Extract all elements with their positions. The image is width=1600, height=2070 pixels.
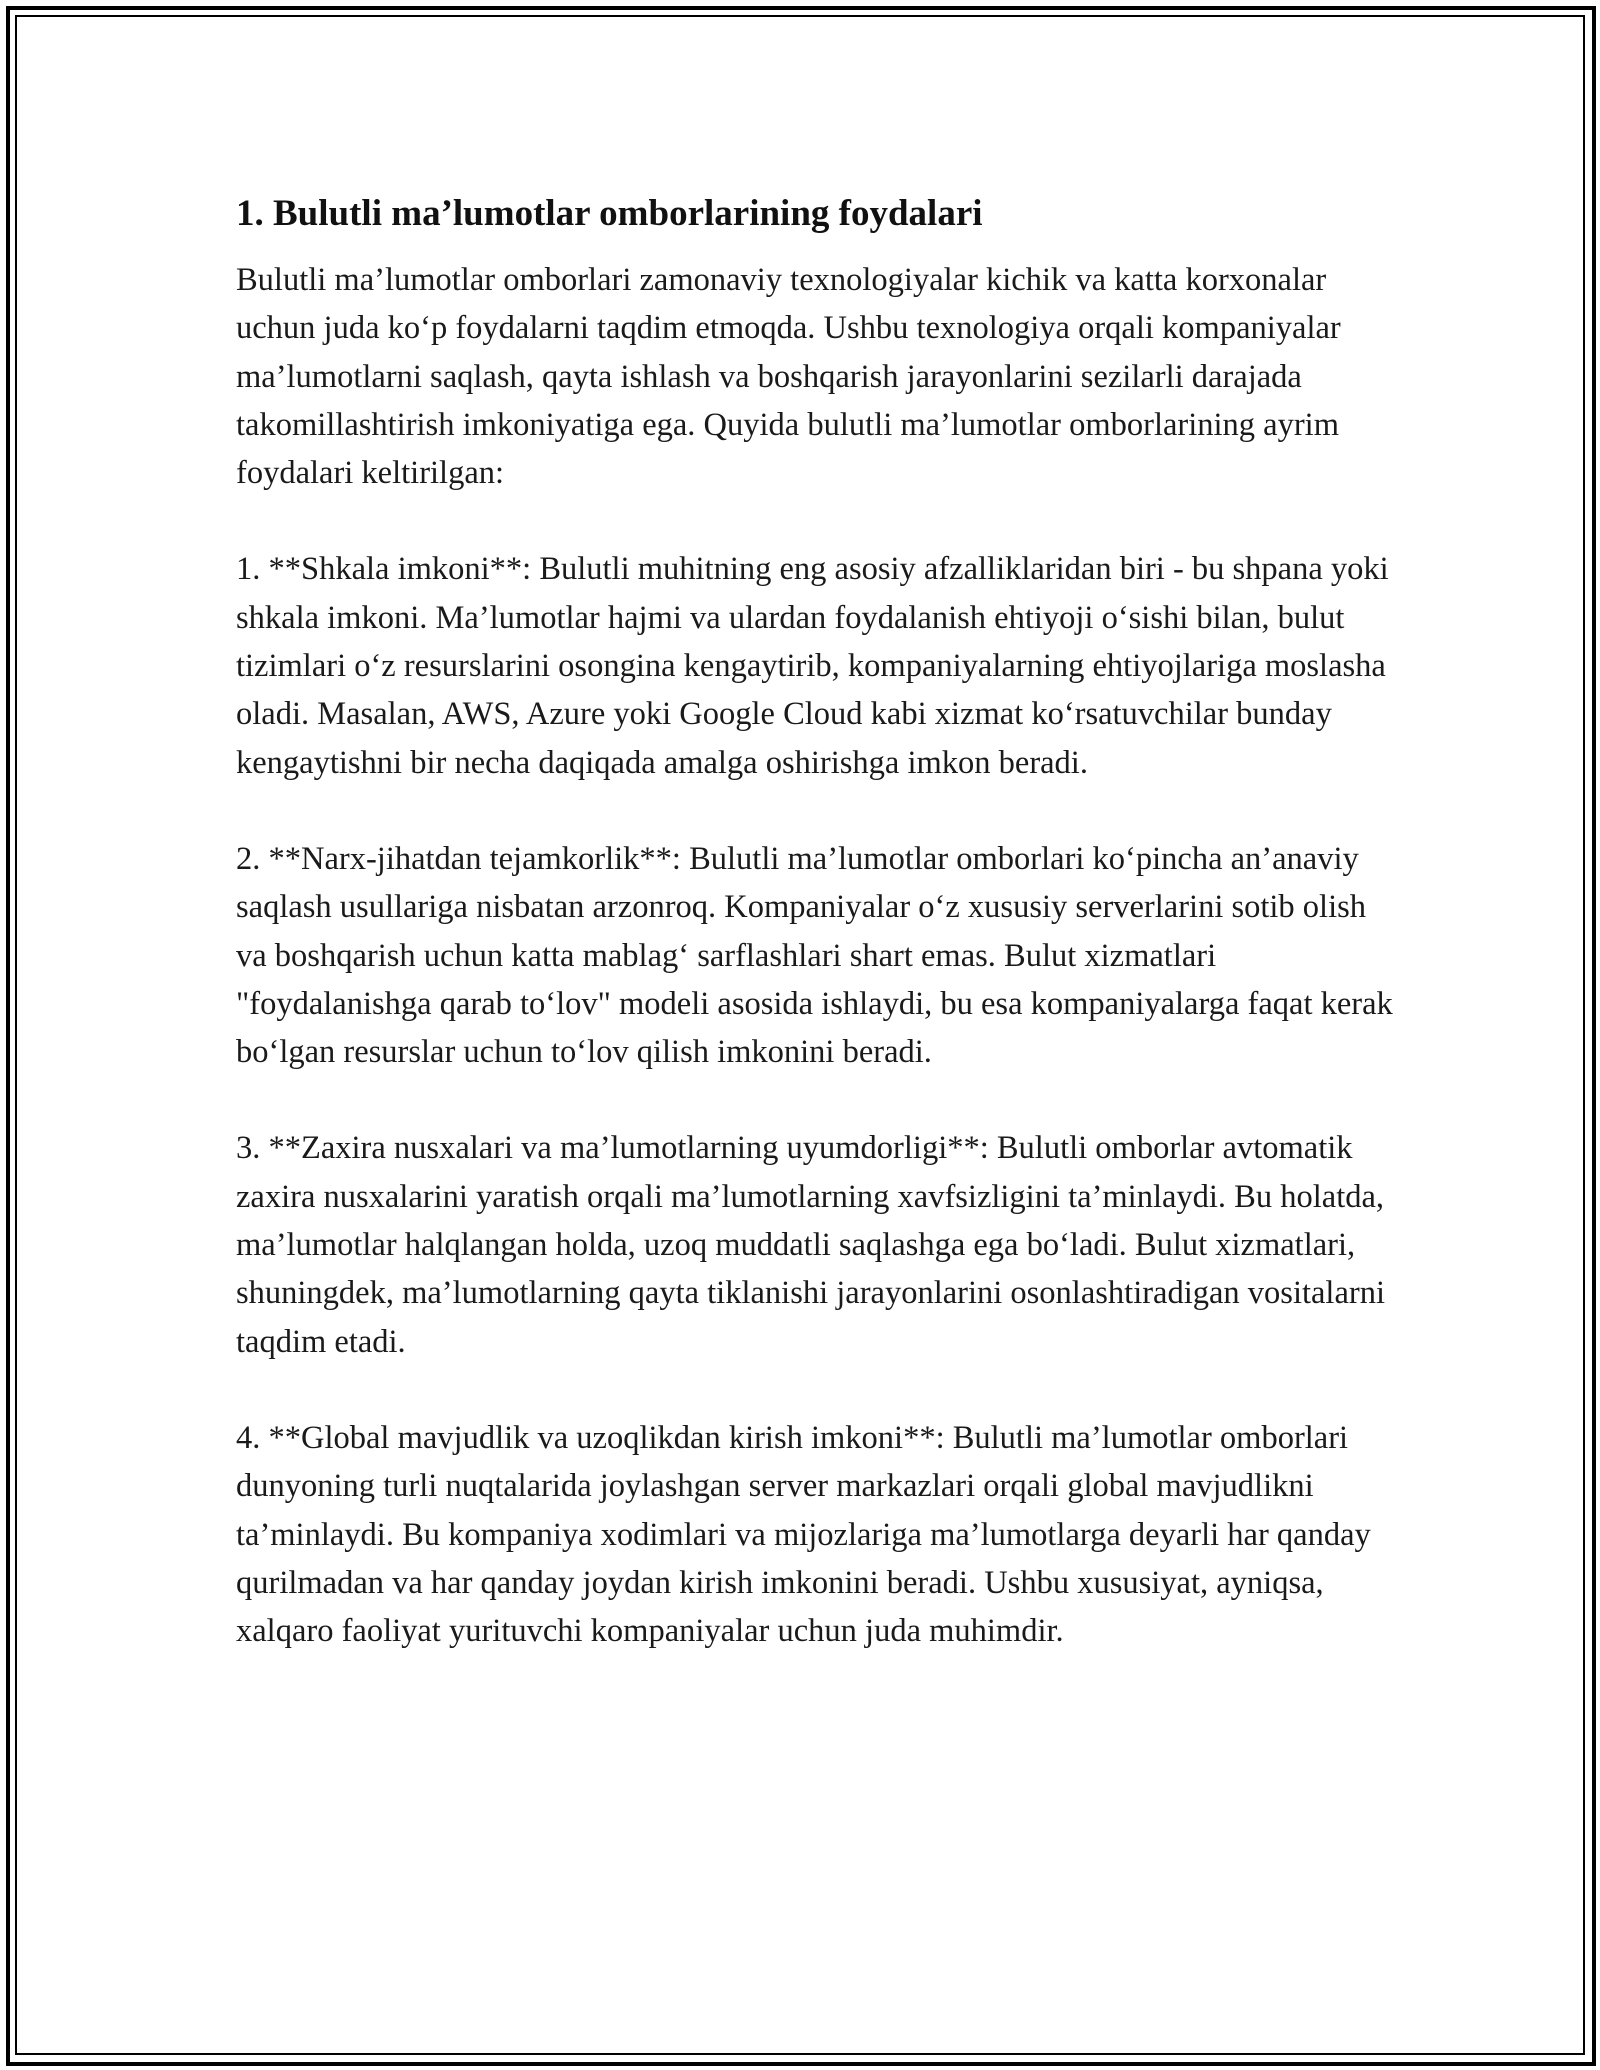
list-item-backup: 3. **Zaxira nusxalari va ma’lumotlarning uyumdorligi**: Bulutli omborlar avtomatik zaxira nusxalarini yaratish orqali ma’lumotlarning xavfsizligini ta’minlaydi. Bu holatda, ma’lumotlar halqlangan holda, uzoq muddatli saqlashga ega bo‘ladi. Bulut xizmatlari, shuningdek, ma’lumotlarning qayta tiklanishi jarayonlarini osonlashtiradigan vositalarni taqdim etadi. <box>236 1130 1385 1360</box>
document-body <box>236 188 1396 1703</box>
list-item-cost-efficiency: 2. **Narx-jihatdan tejamkorlik**: Bulutli ma’lumotlar omborlari ko‘pincha an’anaviy saqlash usullariga nisbatan arzonroq. Kompaniyalar o‘z xususiy serverlarini sotib olish va boshqarish uchun katta mablag‘ sarflashlari shart emas. Bulut xizmatlari "foydalanishga qarab to‘lov" modeli asosida ishlaydi, bu esa kompaniyalarga faqat kerak bo‘lgan resurslar uchun to‘lov qilish imkonini beradi. <box>236 840 1393 1071</box>
intro-paragraph: Bulutli ma’lumotlar omborlari zamonaviy texnologiyalar kichik va katta korxonalar uchun juda ko‘p foydalarni taqdim etmoqda. Ushbu texnologiya orqali kompaniyalar ma’lumotlarni saqlash, qayta ishlash va boshqarish jarayonlarini sezilarli darajada takomillashtirish imkoniyatiga ega. Quyida bulutli ma’lumotlar omborlarining ayrim foydalari keltirilgan: <box>236 262 1341 492</box>
section-heading: 1. Bulutli ma’lumotlar omborlarining foydalari <box>236 193 983 234</box>
list-item-global-access: 4. **Global mavjudlik va uzoqlikdan kirish imkoni**: Bulutli ma’lumotlar omborlari dunyoning turli nuqtalarida joylashgan server markazlari orqali global mavjudlikni ta’minlaydi. Bu kompaniya xodimlari va mijozlariga ma’lumotlarga deyarli har qanday qurilmadan va har qanday joydan kirish imkonini beradi. Ushbu xususiyat, ayniqsa, xalqaro faoliyat yurituvchi kompaniyalar uchun juda muhimdir. <box>236 1419 1371 1650</box>
list-item-scalability: 1. **Shkala imkoni**: Bulutli muhitning eng asosiy afzalliklaridan biri - bu shpana yoki shkala imkoni. Ma’lumotlar hajmi va ulardan foydalanish ehtiyoji o‘sishi bilan, bulut tizimlari o‘z resurslarini osongina kengaytirib, kompaniyalarning ehtiyojlariga moslasha oladi. Masalan, AWS, Azure yoki Google Cloud kabi xizmat ko‘rsatuvchilar bunday kengaytishni bir necha daqiqada amalga oshirishga imkon beradi. <box>236 551 1389 781</box>
